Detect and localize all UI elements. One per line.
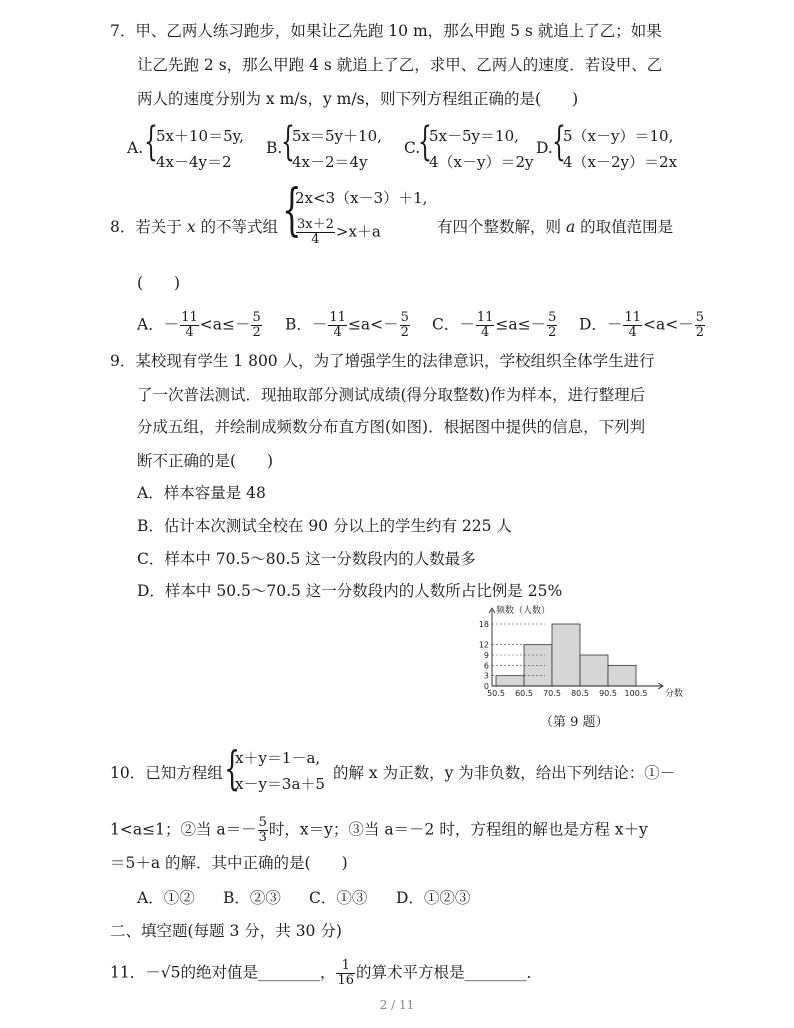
histogram-bar	[580, 655, 608, 686]
q8-line-1	[110, 216, 278, 238]
q9-line-4: 断不正确的是( )	[137, 452, 274, 470]
section-title: 二、填空题(每题 3 分，共 30 分)	[110, 922, 342, 940]
brace-symbol: {	[224, 741, 241, 795]
q9-line-2: 了一次普法测试．现抽取部分测试成绩(得分取整数)作为样本，进行整理后	[137, 386, 646, 404]
brace-symbol: {	[282, 178, 302, 243]
q8-answer-paren: ( )	[137, 274, 181, 292]
equation-2: 4（x－2y）＝2x	[563, 153, 678, 171]
x-axis-label: 分数	[665, 689, 684, 699]
q8-mid: 的不等式组	[200, 218, 279, 236]
q11-line: 11．－√5的绝对值是________， $\frac{1}{16}$ 的算术平方根是________．	[110, 958, 543, 988]
y-tick-label: 3	[483, 671, 489, 681]
q10-option-c[interactable]: C．①③	[309, 889, 368, 907]
q7-line-1: 7．甲、乙两人练习跑步，如果让乙先跑 10 m，那么甲跑 5 s 就追上了乙；如果	[110, 22, 662, 40]
q8-option-d[interactable]: D．－ $\frac{11}{4}$ <a<－ $\frac{5}{2}$	[579, 310, 704, 340]
q8-variable-x: x	[186, 218, 196, 236]
y-tick-label: 12	[478, 640, 489, 650]
histogram-bar	[552, 624, 580, 686]
figure-caption: （第 9 题）	[540, 715, 609, 730]
q9-option-a[interactable]: A．样本容量是 48	[137, 484, 266, 502]
q8-option-c[interactable]: C．－ $\frac{11}{4}$ ≤a≤－ $\frac{5}{2}$	[432, 310, 557, 340]
q10-line-1-rest: 的解 x 为正数，y 为非负数，给出下列结论：①－	[333, 764, 676, 782]
equation-2: 4x－2＝4y	[292, 153, 368, 171]
equation-1: 5x－5y＝10,	[429, 127, 519, 145]
x-tick-label: 90.5	[599, 689, 617, 698]
q8-prefix: 8．若关于	[110, 218, 182, 236]
x-tick-label: 70.5	[543, 689, 561, 698]
x-tick-label: 50.5	[487, 689, 505, 698]
q9-line-3: 分成五组，并绘制成频数分布直方图(如图)．根据图中提供的信息，下列判	[137, 418, 646, 436]
q9-option-b[interactable]: B．估计本次测试全校在 90 分以上的学生约有 225 人	[137, 517, 512, 535]
brace-symbol: {	[552, 119, 566, 165]
q10-line-3: ＝5＋a 的解．其中正确的是( )	[110, 854, 348, 872]
option-label: B.	[266, 139, 283, 157]
fraction: $\frac{1}{16}$	[337, 958, 355, 988]
equation-2: 4（x－y）＝2y	[429, 153, 534, 171]
q10-option-a[interactable]: A．①②	[137, 889, 195, 907]
y-tick-label: 6	[483, 661, 489, 671]
histogram-bar	[496, 676, 524, 686]
q9-line-1: 9．某校现有学生 1 800 人，为了增强学生的法律意识，学校组织全体学生进行	[110, 352, 655, 370]
option-label: C.	[404, 139, 421, 157]
q10-option-d[interactable]: D．①②③	[396, 889, 471, 907]
histogram-bar	[608, 665, 636, 686]
option-label: A.	[127, 139, 144, 157]
equation-2: 4x－4y＝2	[156, 153, 232, 171]
brace-symbol: {	[144, 119, 158, 165]
q10-option-b[interactable]: B．②③	[223, 889, 281, 907]
y-tick-label: 9	[483, 651, 489, 660]
x-tick-label: 80.5	[571, 689, 589, 698]
q10-prefix: 10．已知方程组	[110, 764, 223, 782]
option-label: D.	[536, 139, 553, 157]
y-tick-label: 0	[483, 682, 489, 691]
q7-line-3: 两人的速度分别为 x m/s，y m/s，则下列方程组正确的是( )	[137, 90, 579, 108]
equation-1: 5（x－y）＝10,	[563, 127, 674, 145]
q10-line-2: 1<a≤1；②当 a＝－ $\frac{5}{3}$ 时，x＝y；③当 a＝－2 时，方程组的解也是方程 x＋y	[110, 815, 648, 845]
x-tick-label: 60.5	[515, 689, 533, 698]
q8-line-1-suffix: 有四个整数解，则 a 的取值范围是	[437, 218, 674, 236]
brace-symbol: {	[418, 119, 432, 165]
brace-symbol: {	[281, 119, 295, 165]
y-axis-label: 频数（人数）	[496, 606, 551, 616]
frequency-histogram	[470, 604, 700, 704]
q8-option-b[interactable]: B．－ $\frac{11}{4}$ ≤a<－ $\frac{5}{2}$	[285, 310, 409, 340]
y-tick-label: 18	[478, 620, 489, 629]
equation-1: 5x＝5y＋10,	[292, 127, 382, 145]
x-tick-label: 100.5	[624, 689, 648, 698]
q8-inequality-2: $\frac{3x+2}{4}$ >x＋a	[297, 217, 381, 247]
q9-option-d[interactable]: D．样本中 50.5～70.5 这一分数段内的人数所占比例是 25%	[137, 582, 563, 600]
fraction: $\frac{5}{3}$	[258, 815, 267, 845]
q10-equation-2: x－y＝3a＋5	[235, 775, 325, 793]
q7-line-2: 让乙先跑 2 s，那么甲跑 4 s 就追上了乙，求甲、乙两人的速度．若设甲、乙	[137, 56, 663, 74]
equation-1: 5x＋10＝5y,	[156, 127, 244, 145]
q8-inequality-1: 2x<3（x－3）＋1,	[295, 189, 428, 207]
q8-option-a[interactable]: A．－ $\frac{11}{4}$ <a≤－ $\frac{5}{2}$	[137, 310, 261, 340]
q10-equation-1: x＋y＝1－a,	[235, 749, 321, 767]
fraction: $\frac{3x+2}{4}$	[297, 217, 334, 247]
q9-option-c[interactable]: C．样本中 70.5～80.5 这一分数段内的人数最多	[137, 550, 476, 568]
page-number: 2 / 11	[379, 998, 415, 1012]
